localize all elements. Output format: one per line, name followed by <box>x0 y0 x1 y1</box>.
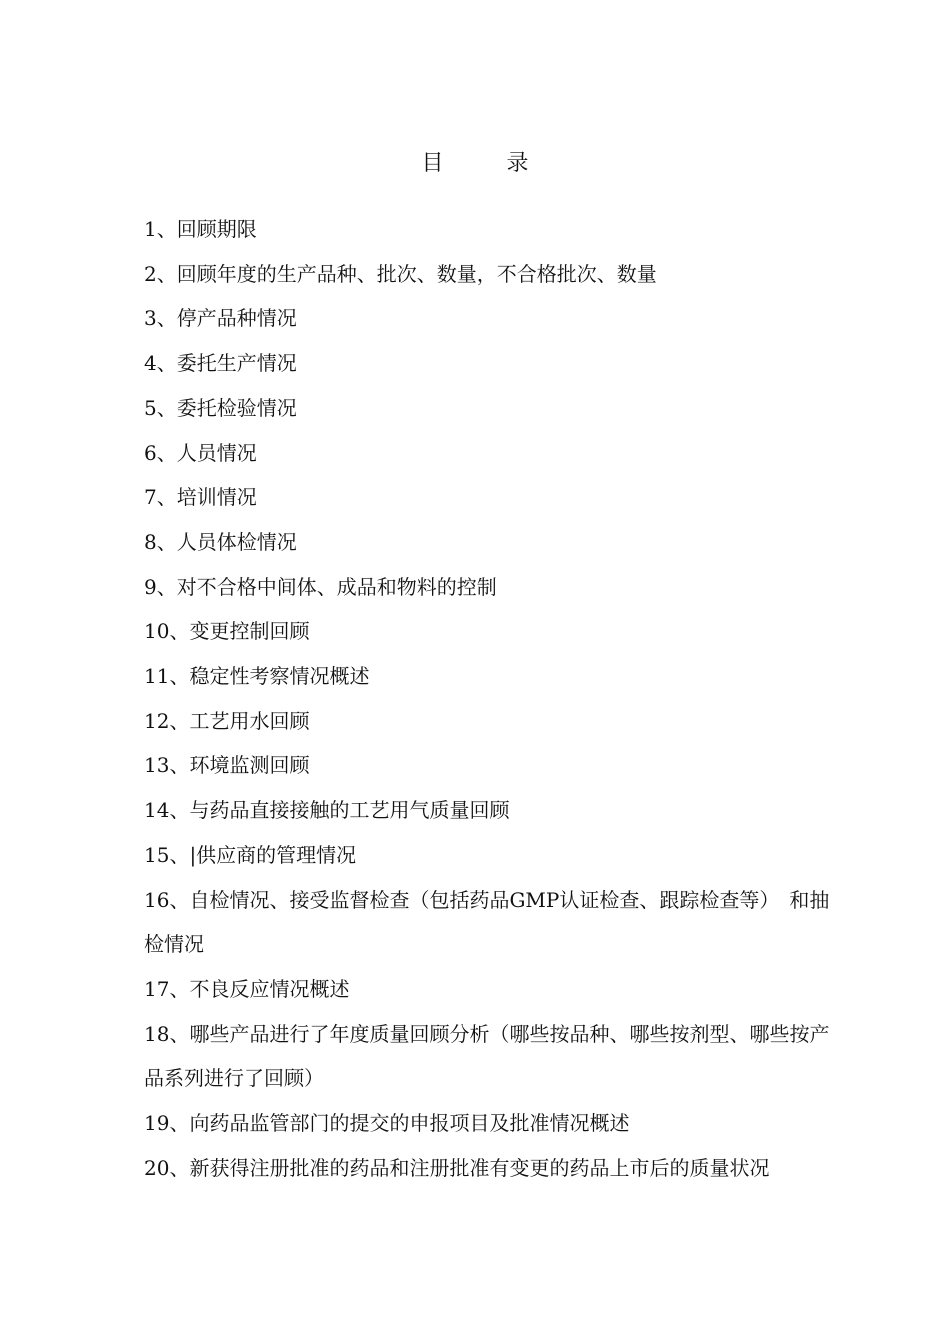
toc-item <box>144 520 834 565</box>
toc-item-text: 2、回顾年度的生产品种、批次、数量，不合格批次、数量 <box>144 261 657 286</box>
toc-item-text: 6、人员情况 <box>144 440 257 465</box>
toc-item <box>144 967 834 1012</box>
page-title: 目 录 <box>421 151 557 176</box>
toc-item-text: 4、委托生产情况 <box>144 351 297 376</box>
toc-item <box>144 699 834 744</box>
toc-item-text: 3、停产品种情况 <box>144 306 297 331</box>
toc-item-text: 12、工艺用水回顾 <box>144 708 310 733</box>
toc-item-text: 13、环境监测回顾 <box>144 753 310 778</box>
toc-item <box>144 609 834 654</box>
toc-item <box>144 1012 834 1101</box>
toc-item-text: 5、委托检验情况 <box>144 395 297 420</box>
toc-item-text: 16、自检情况、接受监督检查（包括药品GMP认证检查、跟踪检查等） 和抽检情况 <box>144 887 830 957</box>
toc-item <box>144 743 834 788</box>
toc-item <box>144 252 834 297</box>
toc-item-text: 15、|供应商的管理情况 <box>144 842 357 867</box>
toc-item <box>144 654 834 699</box>
toc-item-text: 1、回顾期限 <box>144 217 257 241</box>
toc-item-text: 17、不良反应情况概述 <box>144 976 350 1001</box>
toc-item-text: 10、变更控制回顾 <box>144 619 310 644</box>
toc-item <box>144 833 834 878</box>
toc-item-text: 9、对不合格中间体、成品和物料的控制 <box>144 574 497 599</box>
toc-item <box>144 296 834 341</box>
table-of-contents <box>144 207 834 1190</box>
toc-item <box>144 565 834 610</box>
toc-item-text: 19、向药品监管部门的提交的申报项目及批准情况概述 <box>144 1111 630 1136</box>
toc-item <box>144 1146 834 1191</box>
toc-item <box>144 341 834 386</box>
toc-item <box>144 207 834 252</box>
toc-item <box>144 878 834 967</box>
toc-item <box>144 431 834 476</box>
toc-item <box>144 788 834 833</box>
toc-item-text: 14、与药品直接接触的工艺用气质量回顾 <box>144 798 510 823</box>
toc-item-text: 8、人员体检情况 <box>144 529 297 554</box>
toc-item-text: 7、培训情况 <box>144 485 257 510</box>
toc-item-text: 20、新获得注册批准的药品和注册批准有变更的药品上市后的质量状况 <box>144 1155 770 1180</box>
toc-item <box>144 1101 834 1146</box>
toc-item <box>144 475 834 520</box>
toc-item-text: 11、稳定性考察情况概述 <box>144 664 370 689</box>
toc-item-text: 18、哪些产品进行了年度质量回顾分析（哪些按品种、哪些按剂型、哪些按产品系列进行了回顾） <box>144 1021 830 1091</box>
toc-item <box>144 386 834 431</box>
